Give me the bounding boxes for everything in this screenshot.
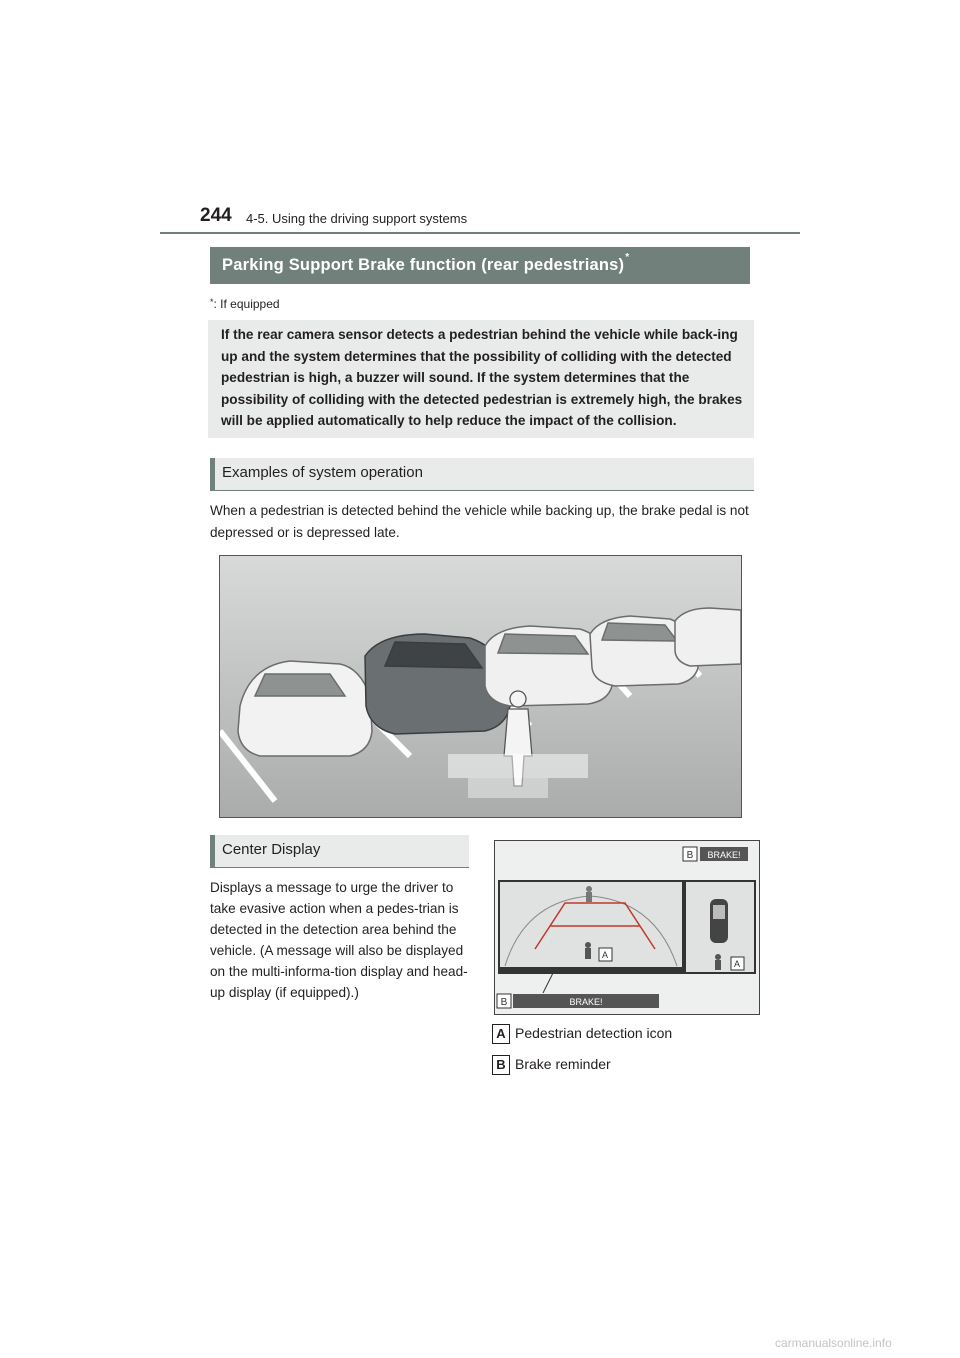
center-display-screen	[494, 840, 760, 1015]
center-display-body: Displays a message to urge the driver to take evasive action when a pedes-trian is detected in the detection area behind the vehicle. (A message will also be displayed on the multi-informa-tion display and head-up display (if equipped).)	[210, 880, 468, 1000]
header-rule	[160, 232, 800, 234]
parked-car-left	[238, 661, 372, 756]
footnote-text: : If equipped	[213, 297, 280, 311]
legend-a-text: Pedestrian detection icon	[515, 1025, 673, 1041]
examples-heading: Examples of system operation	[222, 464, 423, 481]
center-display-heading: Center Display	[222, 841, 321, 858]
examples-body: When a pedestrian is detected behind the vehicle while backing up, the brake pedal is not depressed or is depressed late.	[210, 503, 749, 540]
callout-b-top: B	[686, 850, 694, 861]
footnote-mark: *	[210, 297, 214, 307]
intro-text: If the rear camera sensor detects a pedestrian behind the vehicle while back-ing up and the system determines that the possibility of colliding with the detected pedestrian is high, a buzzer will sound. If the system determines that the possibility of colliding with the detected pedestrian is extremely high, the brakes will be applied automatically to help reduce the impact of the collision.	[221, 327, 743, 428]
parking-scene-svg	[220, 556, 741, 817]
parked-car-far-right	[675, 608, 741, 666]
callout-a-overhead: A	[733, 959, 741, 969]
footnote	[210, 297, 280, 311]
center-display-svg	[495, 841, 759, 1014]
legend-b-badge: B	[492, 1055, 510, 1075]
parking-illustration	[219, 555, 742, 818]
legend-a-badge: A	[492, 1024, 510, 1044]
chapter-heading: 4-5. Using the driving support systems	[246, 211, 468, 226]
brake-banner-bottom-text: BRAKE!	[569, 997, 603, 1007]
brake-banner-top-text: BRAKE!	[707, 850, 741, 860]
section-title	[222, 252, 630, 275]
page-number: 244	[200, 205, 232, 226]
section-title-text: Parking Support Brake function (rear pedestrians)	[222, 256, 625, 274]
title-footnote-mark: *	[625, 252, 630, 263]
watermark: carmanualsonline.info	[775, 1336, 892, 1350]
legend-b-text: Brake reminder	[515, 1056, 611, 1072]
center-display-heading-rule	[210, 867, 469, 868]
callout-a-camera: A	[601, 950, 609, 960]
examples-heading-rule	[210, 490, 754, 491]
callout-b-bottom: B	[500, 997, 508, 1008]
